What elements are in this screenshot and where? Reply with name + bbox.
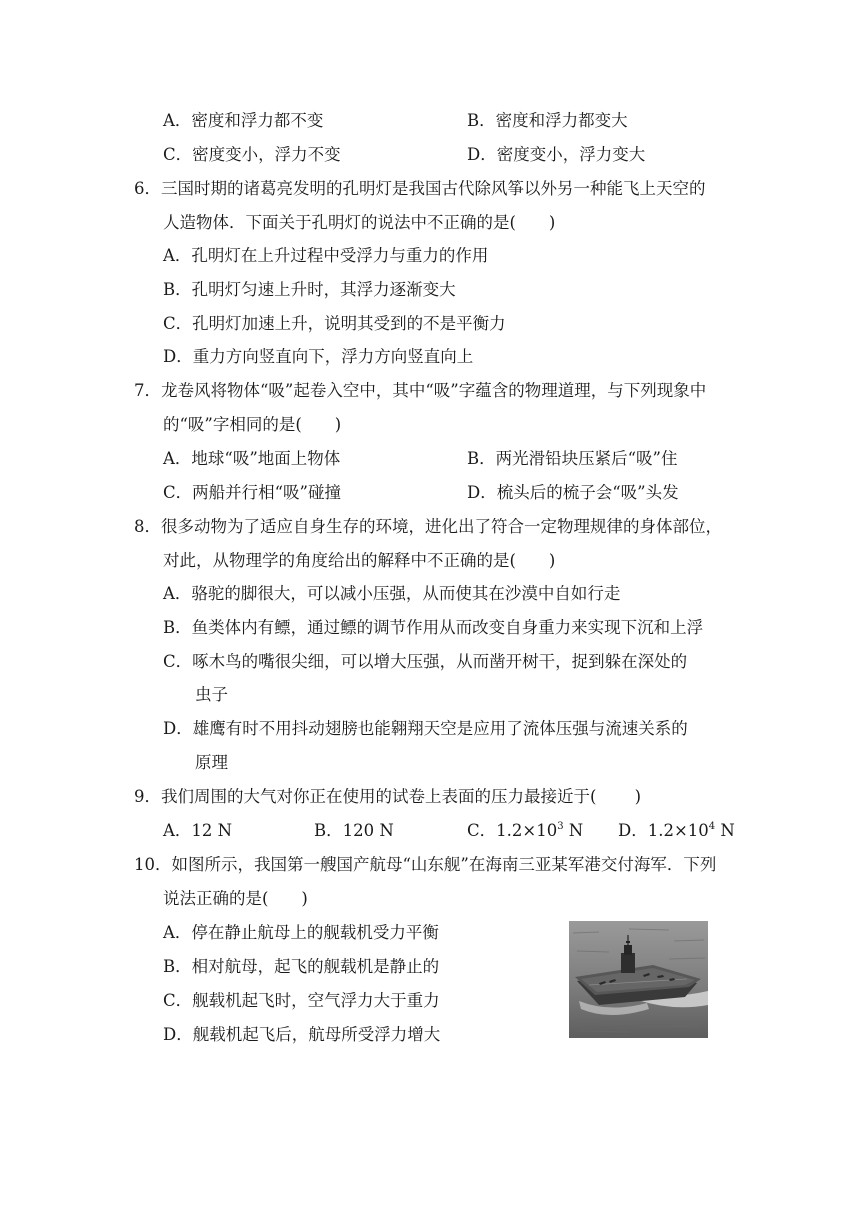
q9-option-c bbox=[467, 820, 583, 842]
q10-option-d: D．舰载机起飞后，航母所受浮力增大 bbox=[163, 1025, 441, 1044]
q8-stem-line2: 对此，从物理学的角度给出的解释中不正确的是( ) bbox=[163, 551, 556, 570]
q6-option-b: B．孔明灯匀速上升时，其浮力逐渐变大 bbox=[163, 280, 456, 299]
q9-option-b: B．120 N bbox=[314, 821, 394, 840]
q9-stem: 9．我们周围的大气对你正在使用的试卷上表面的压力最接近于( ) bbox=[134, 787, 642, 806]
q10-option-b: B．相对航母，起飞的舰载机是静止的 bbox=[163, 957, 440, 976]
q7-option-c: C．两船并行相“吸”碰撞 bbox=[163, 483, 341, 502]
q6-stem-line1: 6．三国时期的诸葛亮发明的孔明灯是我国古代除风筝以外另一种能飞上天空的 bbox=[134, 179, 706, 198]
q5-option-d: D．密度变小，浮力变大 bbox=[467, 145, 646, 164]
q10-option-a: A．停在静止航母上的舰载机受力平衡 bbox=[163, 923, 439, 942]
q9-option-a: A．12 N bbox=[163, 821, 233, 840]
q10-stem-line1: 10．如图所示，我国第一艘国产航母“山东舰”在海南三亚某军港交付海军．下列 bbox=[134, 855, 717, 874]
q9-option-d-base: D．1.2×10 bbox=[618, 821, 709, 840]
q7-option-d: D．梳头后的梳子会“吸”头发 bbox=[467, 483, 679, 502]
q7-stem-line2: 的“吸”字相同的是( ) bbox=[163, 415, 342, 434]
q7-stem-line1: 7．龙卷风将物体“吸”起卷入空中，其中“吸”字蕴含的物理道理，与下列现象中 bbox=[134, 381, 707, 400]
q9-option-d-unit: N bbox=[715, 821, 735, 840]
q6-option-d: D．重力方向竖直向下，浮力方向竖直向上 bbox=[163, 347, 474, 366]
q9-option-c-base: C．1.2×10 bbox=[467, 821, 558, 840]
q6-option-a: A．孔明灯在上升过程中受浮力与重力的作用 bbox=[163, 246, 489, 265]
q5-option-b: B．密度和浮力都变大 bbox=[467, 111, 628, 130]
q9-option-c-exponent: 3 bbox=[557, 820, 564, 832]
q7-option-b: B．两光滑铅块压紧后“吸”住 bbox=[467, 449, 678, 468]
q8-option-c-line2: 虫子 bbox=[195, 685, 228, 704]
q5-option-a: A．密度和浮力都不变 bbox=[163, 111, 324, 130]
q8-option-c-line1: C．啄木鸟的嘴很尖细，可以增大压强，从而凿开树干，捉到躲在深处的 bbox=[163, 652, 688, 671]
q8-option-a: A．骆驼的脚很大，可以减小压强，从而使其在沙漠中自如行走 bbox=[163, 584, 621, 603]
q9-option-d-exponent: 4 bbox=[708, 820, 716, 832]
aircraft-carrier-photo bbox=[569, 921, 708, 1038]
q6-stem-line2: 人造物体．下面关于孔明灯的说法中不正确的是( ) bbox=[163, 213, 556, 232]
q7-option-a: A．地球“吸”地面上物体 bbox=[163, 449, 341, 468]
q6-option-c: C．孔明灯加速上升，说明其受到的不是平衡力 bbox=[163, 314, 506, 333]
q9-option-c-unit: N bbox=[563, 821, 584, 840]
q8-stem-line1: 8．很多动物为了适应自身生存的环境，进化出了符合一定物理规律的身体部位， bbox=[134, 517, 722, 536]
q8-option-d-line1: D．雄鹰有时不用抖动翅膀也能翱翔天空是应用了流体压强与流速关系的 bbox=[163, 719, 688, 738]
q10-option-c: C．舰载机起飞时，空气浮力大于重力 bbox=[163, 991, 440, 1010]
q10-stem-line2: 说法正确的是( ) bbox=[163, 889, 308, 908]
q8-option-b: B．鱼类体内有鳔，通过鳔的调节作用从而改变自身重力来实现下沉和上浮 bbox=[163, 618, 704, 637]
q8-option-d-line2: 原理 bbox=[195, 753, 228, 772]
q9-option-d bbox=[618, 820, 735, 842]
q5-option-c: C．密度变小，浮力不变 bbox=[163, 145, 341, 164]
